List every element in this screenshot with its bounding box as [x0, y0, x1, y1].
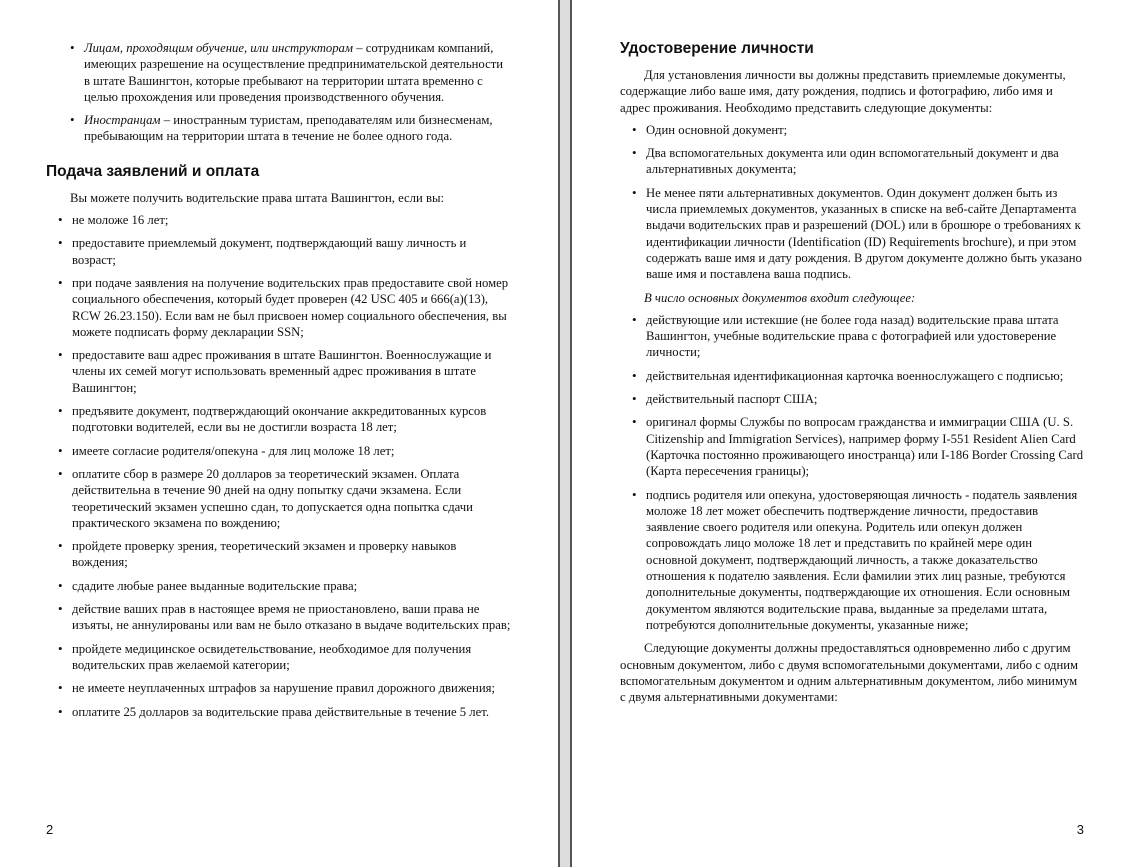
bullet-text: – сотрудникам компаний, имеющих разрешение на осуществление предпринимательской деятельности в штате Вашингтон, которые пребывают на территории штата временно с целью прохождения или проведения производственного обучения. [84, 41, 504, 104]
bullet-text: – иностранным туристам, преподавателям или бизнесменам, пребывающим на территории штата в течение не более одного года. [84, 113, 493, 144]
list-item: • пройдете медицинское освидетельствование, необходимое для получения водительских прав желаемой категории; [58, 641, 512, 674]
list-item: • не имеете неуплаченных штрафов за нарушение правил дорожного движения; [58, 680, 512, 696]
list-item: • действующие или истекшие (не более года назад) водительские права штата Вашингтон, учебные водительские права с фотографией или удостоверение личности; [632, 312, 1084, 361]
bullet-emphasis: Лицам, проходящим обучение, или инструкторам [84, 41, 354, 55]
page-left [0, 0, 558, 867]
list-item: • предоставите приемлемый документ, подтверждающий вашу личность и возраст; [58, 235, 512, 268]
list-item: • предъявите документ, подтверждающий окончание аккредитованных курсов подготовки водителей, если вы не достигли возраста 18 лет; [58, 403, 512, 436]
list-item: • подпись родителя или опекуна, удостоверяющая личность - податель заявления моложе 18 лет может обеспечить подтверждение личности, предоставив заявление своего родителя или опекуна. Родитель или опекун должен сопровождать лицо моложе 18 лет и представить по крайней мере один основной документ, подтверждающий личность, а также доказательство отношения к подателю заявления. Если фамилии этих лиц разные, требуются дополнительные документы, подтверждающие их отношения. Если основным документом являются водительские права, выданные за пределами штата, потребуются дополнительные документы, указанные ниже; [632, 487, 1084, 634]
primary-documents-list [620, 312, 1084, 633]
primary-documents-heading: В число основных документов входит следующее: [644, 290, 916, 305]
list-item [70, 112, 512, 145]
list-item: • Один основной документ; [632, 122, 1084, 138]
list-item: • оригинал формы Службы по вопросам гражданства и иммиграции США (U. S. Citizenship and Immigration Services), например форму I-551 Resident Alien Card (Карточка постоянно проживающего иностранца) или I-186 Border Crossing Card (Карта пересечения границы); [632, 414, 1084, 479]
list-item: • действительная идентификационная карточка военнослужащего с подписью; [632, 368, 1084, 384]
section-heading: Подача заявлений и оплата [46, 162, 260, 180]
list-item: • Не менее пяти альтернативных документов. Один документ должен быть из числа приемлемых документов, указанных в списке на веб-сайте Департамента выдачи водительских прав и разрешений (DOL) или в брошюре о требованиях к идентификации личности (Identification (ID) Requirements brochure), и при этом содержать ваше имя и дату рождения. В другом документе должно быть указано ваше имя и поставлена ваша подпись. [632, 185, 1084, 283]
list-item [70, 40, 512, 105]
list-item: • действительный паспорт США; [632, 391, 1084, 407]
list-item: • оплатите 25 долларов за водительские права действительные в течение 5 лет. [58, 704, 512, 720]
list-item: • оплатите сбор в размере 20 долларов за теоретический экзамен. Оплата действительна в течение 90 дней на одну попытку сдачи экзамена. Если теоретический экзамен успешно сдан, то допускается одна попытка сдачи практического экзамена по вождению; [58, 466, 512, 531]
list-item: • действие ваших прав в настоящее время не приостановлено, ваши права не изъяты, не аннулированы или вам не было отказано в выдаче водительских прав; [58, 601, 512, 634]
section-intro: Вы можете получить водительские права штата Вашингтон, если вы: [70, 190, 444, 205]
page-number: 2 [46, 822, 54, 837]
page-number: 3 [1076, 822, 1084, 837]
list-item: • имеете согласие родителя/опекуна - для лиц моложе 18 лет; [58, 443, 512, 459]
list-item: • при подаче заявления на получение водительских прав предоставите свой номер социального обеспечения, который будет проверен (42 USC 405 и 666(a)(13), RCW 26.23.150). Если вам не был присвоен номер социального обеспечения, вы можете подписать форму декларации SSN; [58, 275, 512, 340]
requirements-list [46, 212, 512, 720]
section-heading: Удостоверение личности [620, 40, 814, 57]
page-right [572, 0, 1132, 867]
document-options-list [620, 122, 1084, 283]
closing-paragraph: Следующие документы должны предоставляться одновременно либо с другим основным документом, либо с двумя вспомогательными документами, либо с одним вспомогательным документом и одним альтернативным документом, либо минимум с двумя альтернативными документами: [620, 641, 1079, 705]
top-bullet-list [46, 40, 512, 145]
section-intro: Для установления личности вы должны представить приемлемые документы, содержащие либо ваше имя, дату рождения, подпись и фотографию, либо имя и адрес проживания. Необходимо представить следующие документы: [620, 68, 1066, 115]
list-item: • не моложе 16 лет; [58, 212, 512, 228]
list-item: • сдадите любые ранее выданные водительские права; [58, 578, 512, 594]
list-item: • Два вспомогательных документа или один вспомогательный документ и два альтернативных документа; [632, 145, 1084, 178]
bullet-emphasis: Иностранцам [84, 113, 161, 128]
list-item: • пройдете проверку зрения, теоретический экзамен и проверку навыков вождения; [58, 538, 512, 571]
page-gutter [558, 0, 572, 867]
list-item: • предоставите ваш адрес проживания в штате Вашингтон. Военнослужащие и члены их семей могут использовать временный адрес проживания в штате Вашингтон; [58, 347, 512, 396]
